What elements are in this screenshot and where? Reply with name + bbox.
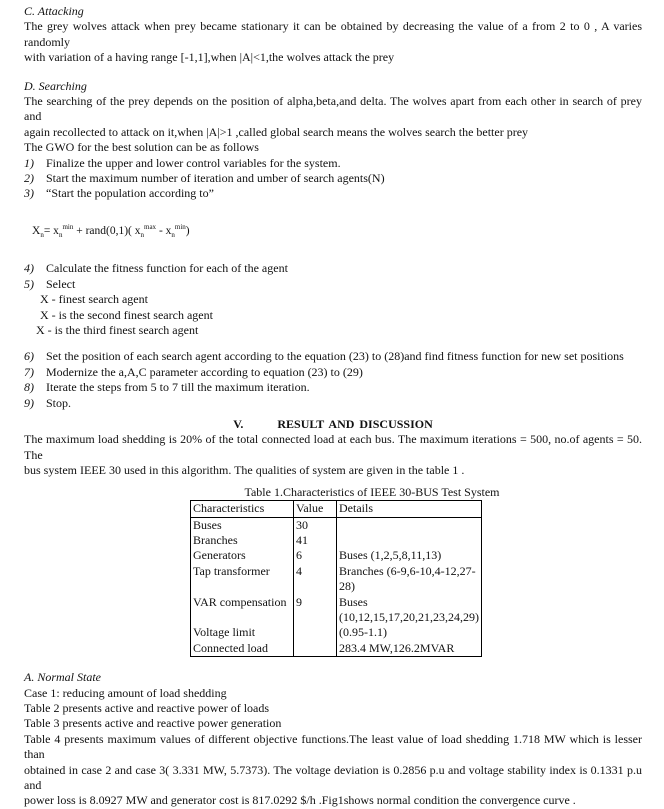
list-number: 3) <box>24 186 34 201</box>
list-item <box>24 171 642 186</box>
table-cell: Voltage limit <box>191 625 294 640</box>
table-caption: Table 1.Characteristics of IEEE 30-BUS Test System <box>244 484 500 499</box>
table-row <box>191 625 482 640</box>
list-item <box>24 186 642 201</box>
formula-subscript: n <box>40 231 44 239</box>
table-row <box>191 595 482 626</box>
list-item <box>24 396 642 411</box>
list-item <box>24 365 642 380</box>
table-cell: VAR compensation <box>191 595 294 626</box>
table-row <box>191 548 482 563</box>
table-cell: 30 <box>294 517 337 533</box>
population-formula <box>32 220 642 244</box>
list-item <box>24 277 642 292</box>
formula-term: ) <box>185 224 190 237</box>
section-heading-attacking: C. Attacking <box>24 4 84 18</box>
paragraph-line: with variation of a having range [-1,1],when |A|<1,the wolves attack the prey <box>24 50 395 65</box>
formula-subscript: n <box>140 231 144 239</box>
list-number: 2) <box>24 171 34 186</box>
paragraph-line: Table 4 presents maximum values of different objective functions.The least value of load shedding 1.718 MW which is lesser than <box>24 731 642 762</box>
list-number: 8) <box>24 380 34 395</box>
table-cell: Branches (6-9,6-10,4-12,27-28) <box>337 564 482 595</box>
paragraph-line: The GWO for the best solution can be as follows <box>24 140 259 155</box>
paragraph-line: Table 2 presents active and reactive power of loads <box>24 700 270 715</box>
paragraph-line: Table 3 presents active and reactive power generation <box>24 716 282 731</box>
paragraph-line: again recollected to attack on it,when |A|>1 ,called global search means the wolves search the better prey <box>24 124 529 139</box>
list-text: Set the position of each search agent according to the equation (23) to (28)and find fitness function for new set positions <box>46 349 624 364</box>
table-cell: Buses (10,12,15,17,20,21,23,24,29) <box>337 595 482 626</box>
gwo-steps-list-b <box>24 261 642 292</box>
table-cell <box>337 517 482 533</box>
table-cell: 4 <box>294 564 337 595</box>
list-number: 6) <box>24 349 34 364</box>
table-cell: (0.95-1.1) <box>337 625 482 640</box>
table-header-row <box>191 501 482 517</box>
list-text: Select <box>46 276 76 291</box>
list-item <box>24 349 642 364</box>
document-page <box>24 4 642 809</box>
section-number: V. <box>233 417 244 432</box>
list-item <box>24 380 642 395</box>
section-heading-normal-state: A. Normal State <box>24 670 101 685</box>
table-cell <box>294 625 337 640</box>
list-number: 5) <box>24 276 34 291</box>
list-number: 4) <box>24 261 34 276</box>
ieee30-characteristics-table <box>190 500 482 657</box>
table-row <box>191 564 482 595</box>
list-text: Iterate the steps from 5 to 7 till the maximum iteration. <box>46 380 310 395</box>
list-text: Finalize the upper and lower control variables for the system. <box>46 155 341 170</box>
table-header-cell: Value <box>294 501 337 517</box>
table-cell: 283.4 MW,126.2MVAR <box>337 641 482 657</box>
formula-term: = x <box>43 224 59 237</box>
table-header-cell: Details <box>337 501 482 517</box>
formula-superscript: min <box>174 222 186 231</box>
list-text: Calculate the fitness function for each of the agent <box>46 261 288 276</box>
agent-item: X - finest search agent <box>40 292 148 307</box>
section-heading-searching: D. Searching <box>24 78 87 93</box>
list-text: Stop. <box>46 395 72 410</box>
formula-term: X <box>32 224 41 237</box>
formula-superscript: max <box>144 222 157 231</box>
formula-subscript: n <box>171 231 175 239</box>
list-text: “Start the population according to” <box>46 186 214 201</box>
list-item <box>24 156 642 171</box>
paragraph-line: The maximum load shedding is 20% of the total connected load at each bus. The maximum iterations = 500, no.of agents = 50. The <box>24 432 642 462</box>
table-row <box>191 533 482 548</box>
paragraph-line: power loss is 8.0927 MW and generator cost is 817.0292 $/h .Fig1shows normal condition the convergence curve . <box>24 793 576 808</box>
agent-list <box>24 292 642 338</box>
formula-term: + rand(0,1)( x <box>76 224 141 237</box>
table-cell: Generators <box>191 548 294 563</box>
table-cell: 6 <box>294 548 337 563</box>
table-cell: Branches <box>191 533 294 548</box>
paragraph-line: The grey wolves attack when prey became stationary it can be obtained by decreasing the value of a from 2 to 0 , A varies randomly <box>24 19 642 49</box>
paragraph-line: obtained in case 2 and case 3( 3.331 MW, 5.7373). The voltage deviation is 0.2856 p.u and voltage stability index is 0.1331 p.u and <box>24 762 642 792</box>
table-header-cell: Characteristics <box>191 501 294 517</box>
list-text: Start the maximum number of iteration and umber of search agents(N) <box>46 171 385 186</box>
table-cell: Connected load <box>191 641 294 657</box>
section-title-text: RESULT AND DISCUSSION <box>277 417 433 432</box>
list-number: 9) <box>24 395 34 410</box>
paragraph-line: The searching of the prey depends on the position of alpha,beta,and delta. The wolves apart from each other in search of prey and <box>24 94 642 124</box>
list-text: Modernize the a,A,C parameter according to equation (23) to (29) <box>46 364 363 379</box>
table-cell: Buses <box>191 517 294 533</box>
paragraph-line: bus system IEEE 30 used in this algorithm. The qualities of system are given in the table 1 . <box>24 463 465 478</box>
table-row <box>191 641 482 657</box>
table-cell: 9 <box>294 595 337 626</box>
list-item <box>24 261 642 276</box>
table-cell <box>294 641 337 657</box>
list-number: 1) <box>24 155 34 170</box>
table-cell: Buses (1,2,5,8,11,13) <box>337 548 482 563</box>
paragraph-line: Case 1: reducing amount of load shedding <box>24 685 227 700</box>
formula-term: - x <box>156 224 172 237</box>
table-row <box>191 517 482 533</box>
gwo-steps-list-a <box>24 156 642 202</box>
section-title-results <box>24 417 642 432</box>
formula-superscript: min <box>62 222 74 231</box>
formula-subscript: n <box>58 231 63 239</box>
table-cell: 41 <box>294 533 337 548</box>
table-cell <box>337 533 482 548</box>
list-number: 7) <box>24 364 34 379</box>
table-cell: Tap transformer <box>191 564 294 595</box>
gwo-steps-list-c <box>24 349 642 411</box>
agent-item: X - is the third finest search agent <box>36 323 199 338</box>
agent-item: X - is the second finest search agent <box>40 307 213 322</box>
